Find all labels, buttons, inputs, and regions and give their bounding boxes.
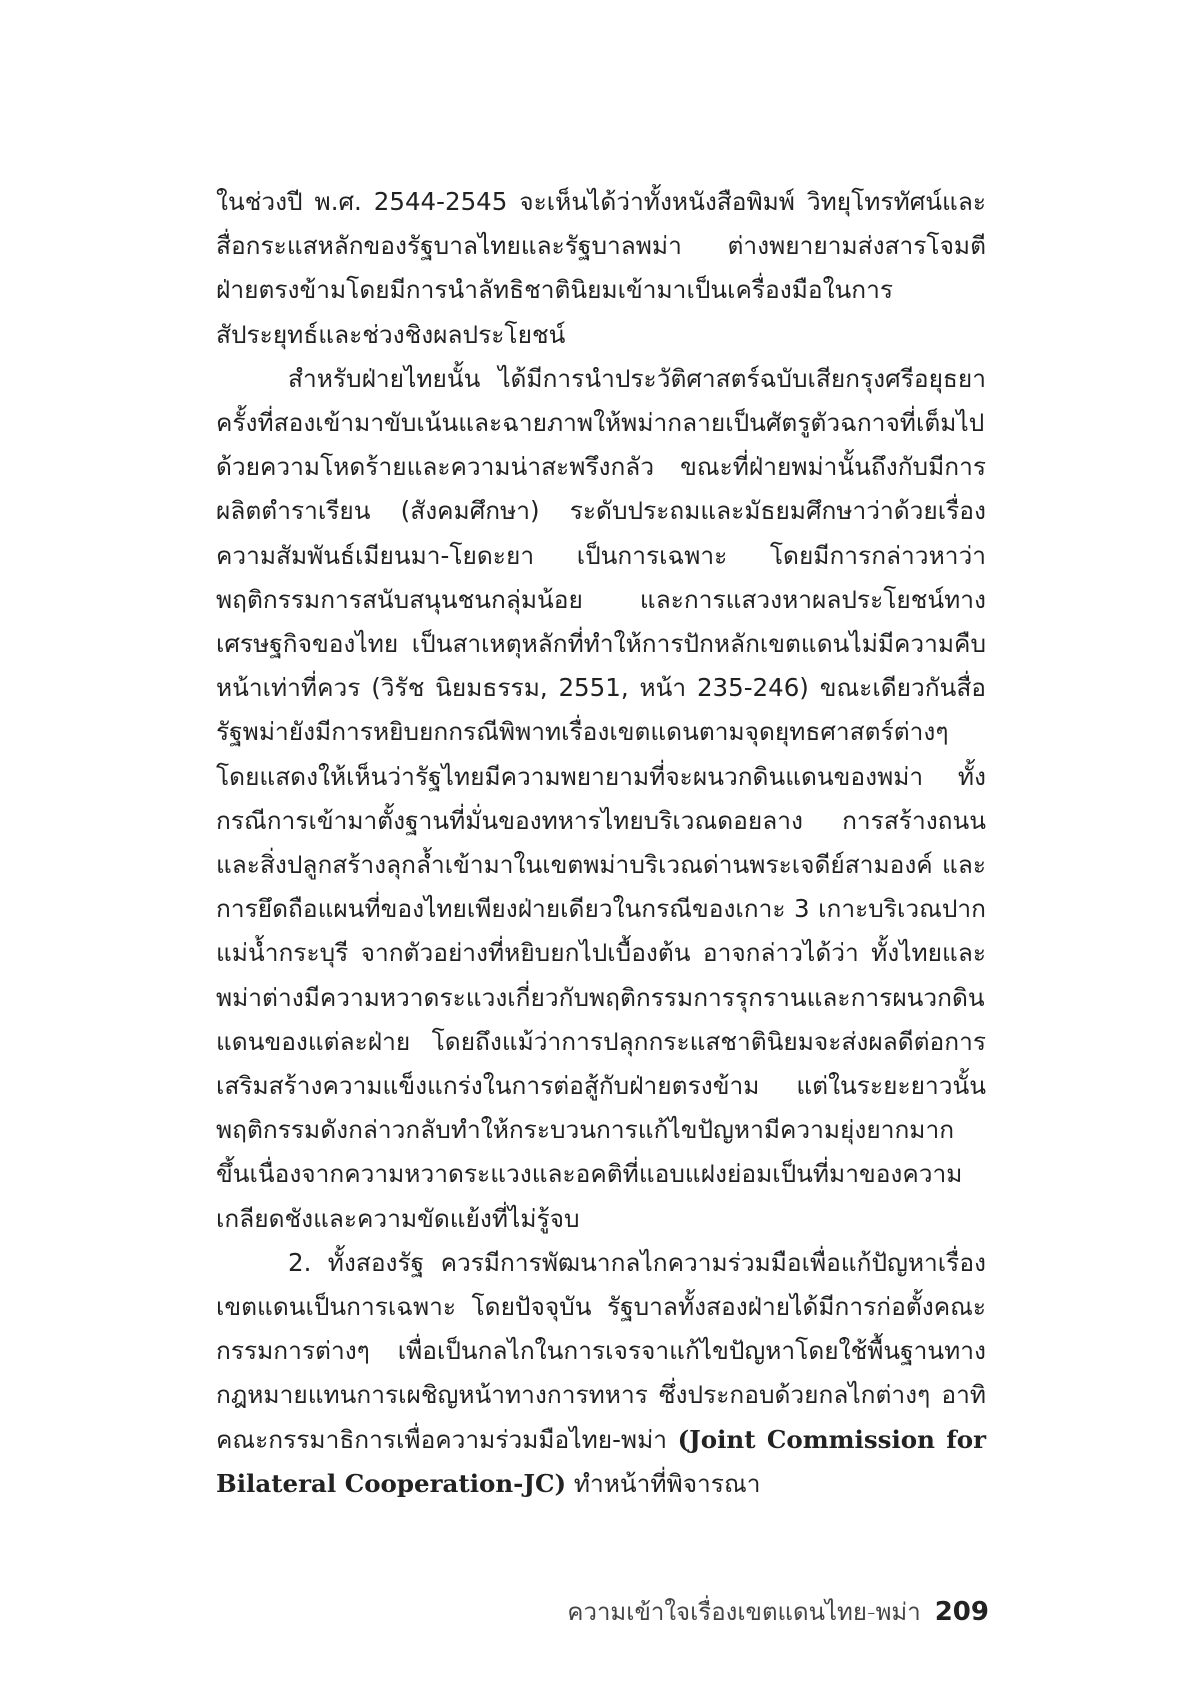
running-title: ความเข้าใจเรื่องเขตแดนไทย-พม่า [567, 1598, 921, 1626]
body-text [216, 180, 986, 1506]
paragraph-3-tail: ทำหน้าที่พิจารณา [566, 1468, 761, 1498]
page-footer [567, 1592, 989, 1631]
paragraph-3-thai: 2. ทั้งสองรัฐ ควรมีการพัฒนากลไกความร่วมมือเพื่อแก้ปัญหาเรื่องเขตแดนเป็นการเฉพาะ โดยปัจจุบัน รัฐบาลทั้งสองฝ่ายได้มีการก่อตั้งคณะกรรมการต่างๆ เพื่อเป็นกลไกในการเจรจาแก้ไขปัญหาโดยใช้พื้นฐานทางกฎหมายแทนการเผชิญหน้าทางการทหาร ซึ่งประกอบด้วยกลไกต่างๆ อาทิ คณะกรรมาธิการเพื่อความร่วมมือไทย-พม่า [216, 1247, 986, 1454]
page-number: 209 [934, 1597, 989, 1627]
paragraph-3 [216, 1241, 986, 1506]
paragraph-1: ในช่วงปี พ.ศ. 2544-2545 จะเห็นได้ว่าทั้งหนังสือพิมพ์ วิทยุโทรทัศน์และสื่อกระแสหลักของรัฐบาลไทยและรัฐบาลพม่า ต่างพยายามส่งสารโจมตีฝ่ายตรงข้ามโดยมีการนำลัทธิชาตินิยมเข้ามาเป็นเครื่องมือในการสัประยุทธ์และช่วงชิงผลประโยชน์ [216, 187, 986, 349]
paragraph-3-english-term: (Joint Commission for Bilateral Cooperation-JC) [216, 1424, 987, 1498]
paragraph-2: สำหรับฝ่ายไทยนั้น ได้มีการนำประวัติศาสตร์ฉบับเสียกรุงศรีอยุธยาครั้งที่สองเข้ามาขับเน้นและฉายภาพให้พม่ากลายเป็นศัตรูตัวฉกาจที่เต็มไปด้วยความโหดร้ายและความน่าสะพรึงกลัว ขณะที่ฝ่ายพม่านั้นถึงกับมีการผลิตตำราเรียน (สังคมศึกษา) ระดับประถมและมัธยมศึกษาว่าด้วยเรื่องความสัมพันธ์เมียนมา-โยดะยา เป็นการเฉพาะ โดยมีการกล่าวหาว่าพฤติกรรมการสนับสนุนชนกลุ่มน้อย และการแสวงหาผลประโยชน์ทางเศรษฐกิจของไทย เป็นสาเหตุหลักที่ทำให้การปักหลักเขตแดนไม่มีความคืบหน้าเท่าที่ควร (วิรัช นิยมธรรม, 2551, หน้า 235-246) ขณะเดียวกันสื่อรัฐพม่ายังมีการหยิบยกกรณีพิพาทเรื่องเขตแดนตามจุดยุทธศาสตร์ต่างๆ โดยแสดงให้เห็นว่ารัฐไทยมีความพยายามที่จะผนวกดินแดนของพม่า ทั้งกรณีการเข้ามาตั้งฐานที่มั่นของทหารไทยบริเวณดอยลาง การสร้างถนนและสิ่งปลูกสร้างลุกล้ำเข้ามาในเขตพม่าบริเวณด่านพระเจดีย์สามองค์ และการยึดถือแผนที่ของไทยเพียงฝ่ายเดียวในกรณีของเกาะ 3 เกาะบริเวณปากแม่น้ำกระบุรี จากตัวอย่างที่หยิบยกไปเบื้องต้น อาจกล่าวได้ว่า ทั้งไทยและพม่าต่างมีความหวาดระแวงเกี่ยวกับพฤติกรรมการรุกรานและการผนวกดินแดนของแต่ละฝ่าย โดยถึงแม้ว่าการปลุกกระแสชาตินิยมจะส่งผลดีต่อการเสริมสร้างความแข็งแกร่งในการต่อสู้กับฝ่ายตรงข้าม แต่ในระยะยาวนั้น พฤติกรรมดังกล่าวกลับทำให้กระบวนการแก้ไขปัญหามีความยุ่งยากมากขึ้นเนื่องจากความหวาดระแวงและอคติที่แอบแฝงย่อมเป็นที่มาของความเกลียดชังและความขัดแย้งที่ไม่รู้จบ [216, 363, 986, 1233]
